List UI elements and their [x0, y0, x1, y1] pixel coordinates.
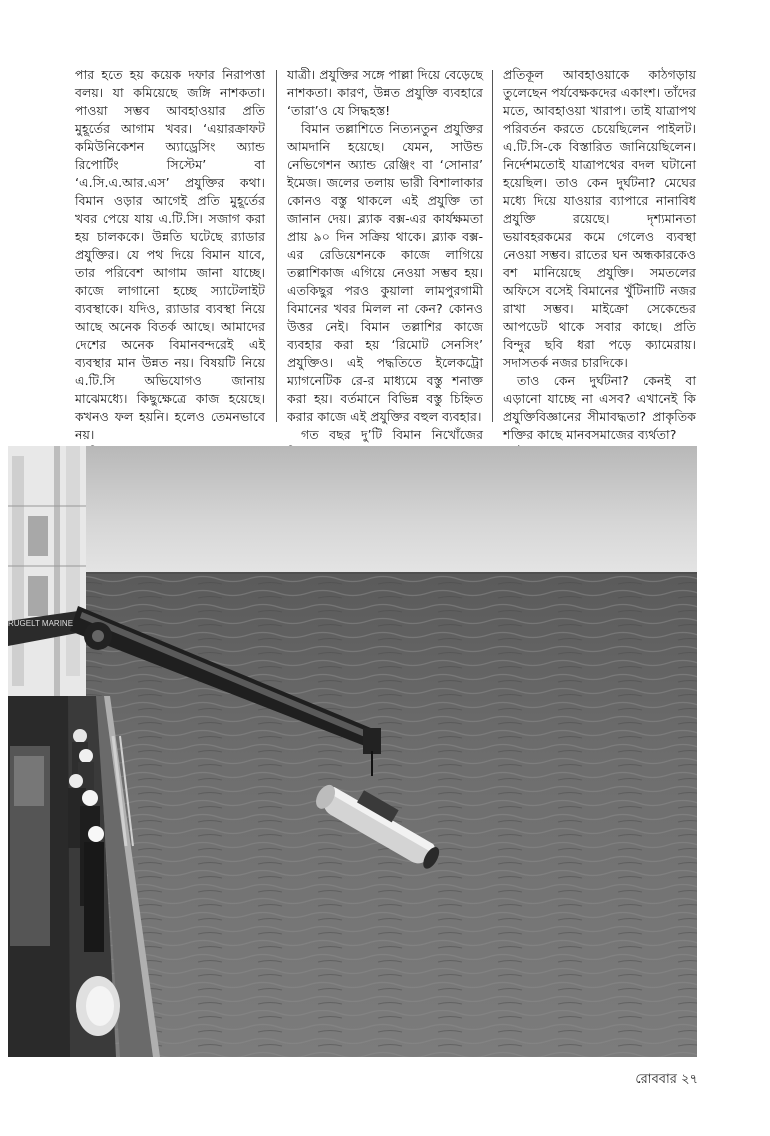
paragraph: যাত্রী। প্রযুক্তির সঙ্গে পাল্লা দিয়ে বেড়েছে নাশকতা। কারণ, উন্নত প্রযুক্তি ব্যবহারে ‘তারা’ও যে সিদ্ধহস্ত! [287, 67, 483, 118]
text-column-1 [75, 66, 265, 498]
ship-superstructure [8, 446, 86, 696]
paragraph: বিমান তল্লাশিতে নিত্যনতুন প্রযুক্তির আমদানি হয়েছে। যেমন, সাউন্ড নেভিগেশন অ্যান্ড রেঞ্জিং বা ‘সোনার’ ইমেজ। জলের তলায় ভারী বিশালাকার কোনও বস্তু থাকলে এই প্রযুক্তি তা জানান দেয়। ব্ল্যাক বক্স-এর কার্যক্ষমতা প্রায় ৯০ দিন সক্রিয় থাকে। ব্ল্যাক বক্স-এর রেডিয়েশনকে কাজে লাগিয়ে তল্লাশিকাজ এগিয়ে নেওয়া সম্ভব হয়। এতকিছুর পরও কুয়ালা লামপুরগামী বিমানের খবর মিলল না কেন? কোনও উত্তর নেই। বিমান তল্লাশির কাজে ব্যবহার করা হয় ‘রিমোট সেনসিং’ প্রযুক্তিও। এই পদ্ধতিতে ইলেকট্রো ম্যাগনেটিক রে-র মাধ্যমে বস্তু শনাক্ত করা হয়। বর্তমানে বিভিন্ন বস্তু চিহ্নিত করার কাজে এই প্রযুক্তির বহুল ব্যবহার। [287, 121, 483, 424]
paragraph: প্রতিকূল আবহাওয়াকে কাঠগড়ায় তুলেছেন পর্যবেক্ষকদের একাংশ। তাঁদের মতে, আবহাওয়া খারাপ। তাই যাত্রাপথ পরিবর্তন করতে চেয়েছিলেন পাইলট। এ.টি.সি-কে বিস্তারিত জানিয়েছিলেন। নির্দেশমতোই যাত্রাপথের বদল ঘটানো হয়েছিল। তাও কেন দুর্ঘটনা? মেঘের মধ্যে দিয়ে যাওয়ার ব্যাপারে নানাবিধ প্রযুক্তি রয়েছে। দৃশ্যমানতা ভয়াবহরকমের কমে গেলেও ব্যবস্থা নেওয়া সম্ভব। রাতের ঘন অন্ধকারকেও বশ মানিয়েছে প্রযুক্তি। সমতলের অফিসে বসেই বিমানের খুঁটিনাটি নজর রাখা সম্ভব। মাইক্রো সেকেন্ডের আপডেট থাকে সবার কাছে। প্রতি বিন্দুর ছবি ধরা পড়ে ক্যামেরায়। সদাসতর্ক নজর চারদিকে। [503, 67, 696, 370]
paragraph: গত বছর দু’টি বিমান নিখোঁজের [301, 427, 483, 442]
crane-logo-text: RUGELT MARINE [8, 619, 74, 628]
ship-underwater-vehicle-photo [8, 446, 697, 1057]
text-column-2 [287, 66, 483, 462]
column-divider [276, 70, 277, 422]
text-column-3 [503, 66, 696, 462]
paragraph: তাও কেন দুর্ঘটনা? কেনই বা এড়ানো যাচ্ছে না এসব? এখানেই কি প্রযুক্তিবিজ্ঞানের সীমাবদ্ধতা? প্রাকৃতিক শক্তির কাছে মানবসমাজের ব্যর্থতা? [503, 373, 696, 442]
column-divider [492, 70, 493, 422]
page-footer: রোববার ২৭ [635, 1072, 698, 1087]
sky [8, 446, 697, 574]
paragraph: পার হতে হয় কয়েক দফার নিরাপত্তা বলয়। যা কমিয়েছে জঙ্গি নাশকতা। পাওয়া সম্ভব আবহাওয়ার প্রতি মুহূর্তের আগাম খবর। ‘এয়ারক্রাফট কমিউনিকেশন অ্যাড্রেসিং অ্যান্ড রিপোর্টিং সিস্টেম’ বা ‘এ.সি.এ.আর.এস’ প্রযুক্তির কথা। বিমান ওড়ার আগেই প্রতি মুহূর্তের খবর পেয়ে যায় এ.টি.সি। সজাগ করা হয় চালককে। উন্নতি ঘটেছে র‌্যাডার প্রযুক্তির। যে পথ দিয়ে বিমান যাবে, তার পরিবেশ আগাম জানা যাচ্ছে। কাজে লাগানো হচ্ছে স্যাটেলাইট ব্যবস্থাকে। যদিও, র‌্যাডার ব্যবস্থা নিয়ে আছে অনেক বিতর্ক আছে। আমাদের দেশের অনেক বিমানবন্দরেই এই ব্যবস্থার মান উন্নত নয়। বিষয়টি নিয়ে এ.টি.সি অভিযোগও জানায় মাঝেমধ্যে। কিছুক্ষেত্রে কাজ হয়েছে। কখনও ফল হয়নি। হলেও তেমনভাবে নয়। [75, 67, 265, 442]
